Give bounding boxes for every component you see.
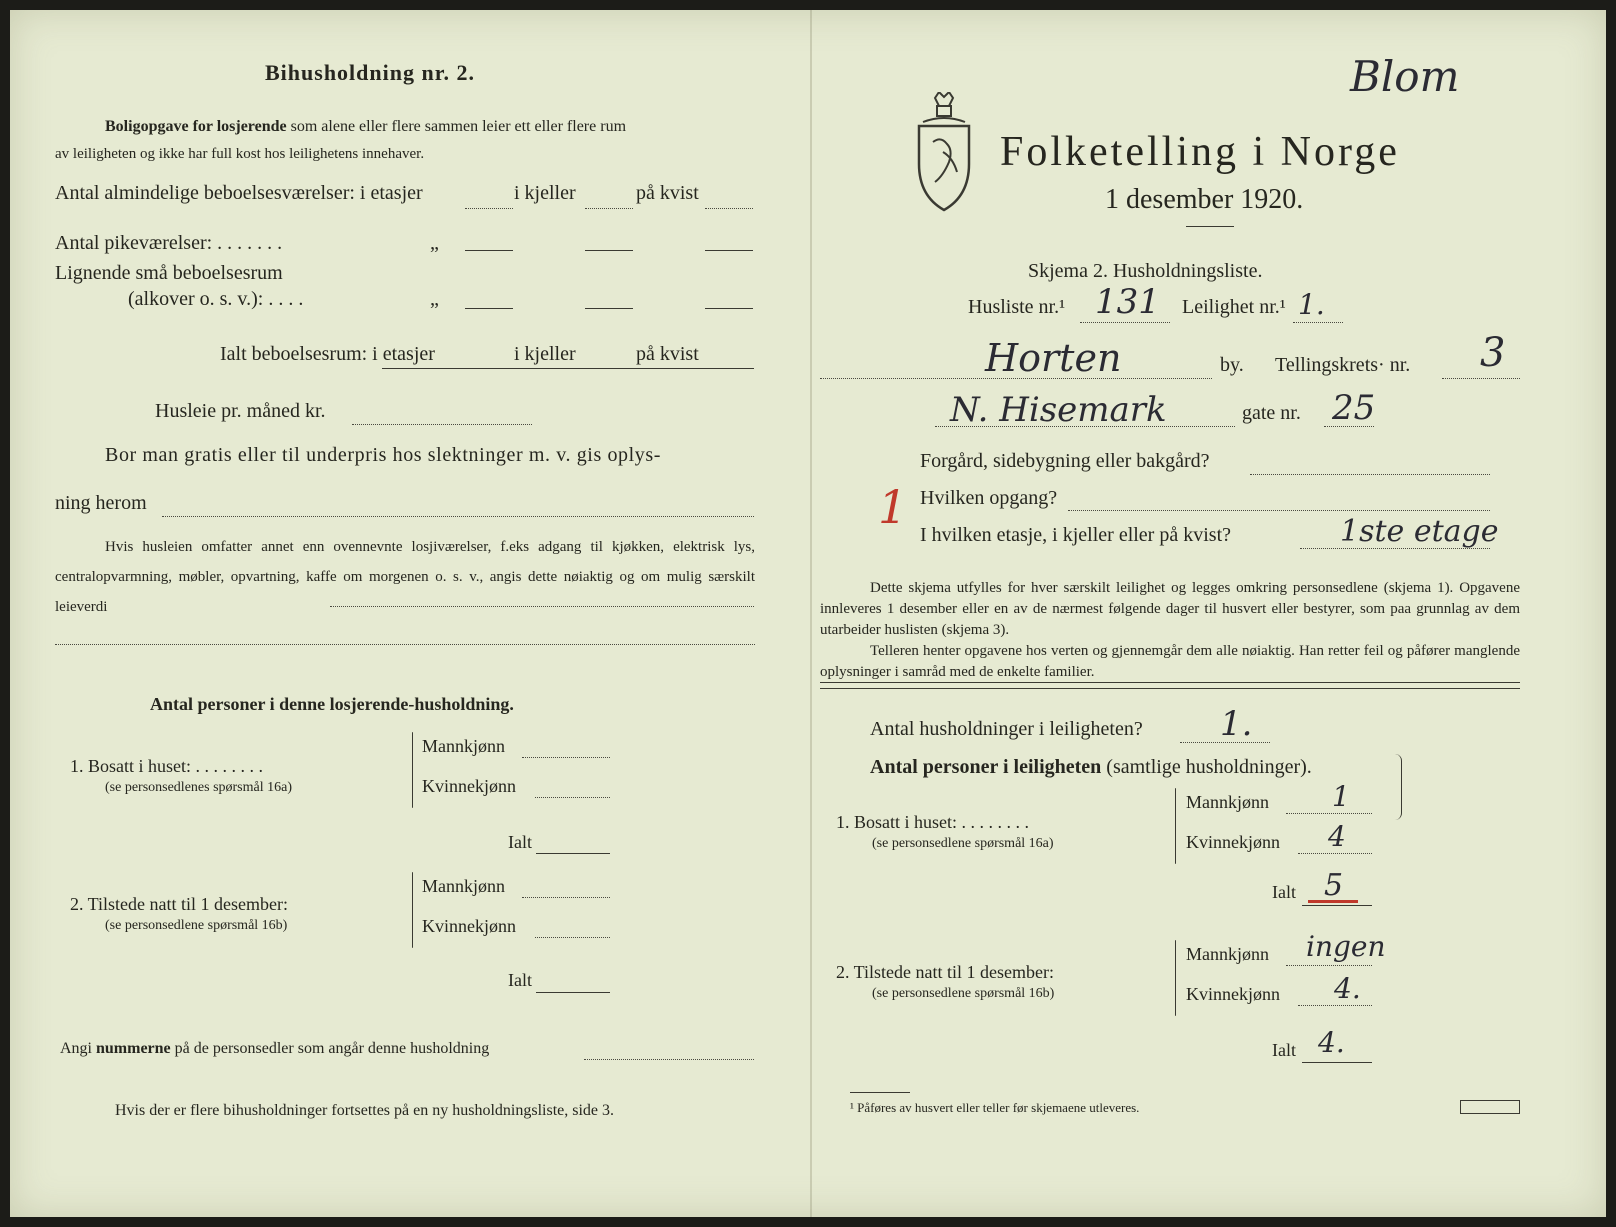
alkover-kjeller-field — [585, 308, 633, 309]
pike-etasjer-field — [465, 250, 513, 251]
left-q2-mann-field — [522, 897, 610, 898]
etasje-field — [1300, 548, 1490, 549]
right-q1-brace — [1175, 788, 1176, 864]
left-intro-line2: av leiligheten og ikke har full kost hos leilighetens innehaver. — [55, 146, 425, 162]
rooms-etasjer-field — [465, 208, 513, 209]
right-q2-ialt-value: 4. — [1318, 1026, 1345, 1059]
persons-heading-bold: Antal personer i leiligheten — [870, 756, 1102, 778]
etasje-label: I hvilken etasje, i kjeller eller på kvist? — [920, 524, 1231, 546]
husleie-label: Husleie pr. måned kr. — [155, 400, 326, 422]
lignende-label: Lignende små beboelsesrum — [55, 262, 283, 284]
left-q2-ialt-field — [536, 992, 610, 993]
opgang-label: Hvilken opgang? — [920, 487, 1058, 509]
left-q1-brace — [412, 732, 413, 808]
hvis-text: Hvis husleien omfatter annet enn ovennevnte losjiværelser, f.eks adgang til kjøkken, elektrisk lys, centralopvarmning, møbler, opvartning, kaffe om morgenen o. s. v., angis dette nøiaktig og om mulig særskilt leieverdi — [55, 539, 755, 615]
left-intro-line1 — [105, 118, 626, 136]
left-q1-mann-field — [522, 757, 610, 758]
left-q2-kvinne-field — [535, 937, 610, 938]
right-q2-brace — [1175, 940, 1176, 1016]
left-q2-label: 2. Tilstede natt til 1 desember: — [70, 894, 288, 914]
right-q1-sub: (se personsedlene spørsmål 16a) — [872, 836, 1054, 851]
rooms-kjeller-field — [585, 208, 633, 209]
antal-hush-field — [1180, 742, 1270, 743]
left-q1-mann-label: Mannkjønn — [422, 736, 505, 756]
gate-label: gate nr. — [1242, 402, 1301, 424]
krets-field — [1442, 378, 1520, 379]
skjema-line: Skjema 2. Husholdningsliste. — [1028, 260, 1263, 282]
instructions-1: Dette skjema utfylles for hver særskilt leilighet og legges omkring personsedlene (skjema 1). Opgavene innleveres 1 desember eller en av de nærmest følgende dager til husvert eller bestyrer, som paa grunnlag av dem utarbeider huslisten (skjema 3). — [820, 580, 1520, 638]
right-q2-ialt-field — [1302, 1062, 1372, 1063]
right-date: 1 desember 1920. — [1105, 184, 1304, 215]
husliste-field — [1080, 322, 1170, 323]
left-persons-heading: Antal personer i denne losjerende-husholdning. — [150, 694, 514, 714]
printer-stamp — [1460, 1100, 1520, 1114]
alkover-label: (alkover o. s. v.): . . . . — [128, 288, 304, 310]
right-q2-mann-label: Mannkjønn — [1186, 944, 1269, 964]
opgang-field — [1068, 510, 1490, 511]
leieverdi-field-2 — [55, 644, 755, 645]
footnote: ¹ Påføres av husvert eller teller før skjemaene utleveres. — [850, 1100, 1140, 1115]
instructions-rule-2 — [820, 688, 1520, 689]
forgaard-field — [1250, 474, 1490, 475]
by-value: Horten — [985, 336, 1122, 380]
alkover-etasjer-field — [465, 308, 513, 309]
ialt-kvist-label: på kvist — [636, 343, 699, 365]
left-title: Bihusholdning nr. 2. — [265, 60, 475, 85]
right-persons-heading — [870, 756, 1312, 779]
pike-kjeller-field — [585, 250, 633, 251]
red-mark: 1 — [878, 480, 908, 534]
left-q1-ialt-label: Ialt — [508, 832, 532, 852]
rooms-kjeller-label: i kjeller — [514, 182, 576, 204]
husleie-field — [352, 424, 532, 425]
census-form-sheet — [10, 10, 1606, 1217]
instructions-rule-1 — [820, 682, 1520, 683]
by-label: by. — [1220, 354, 1244, 376]
left-footer: Hvis der er flere bihusholdninger fortsettes på en ny husholdningsliste, side 3. — [115, 1102, 615, 1119]
bor-line2: ning herom — [55, 492, 147, 514]
bor-line1: Bor man gratis eller til underpris hos slektninger m. v. gis oplys- — [105, 444, 662, 466]
instructions-2: Telleren henter opgavene hos verten og gjennemgår dem alle nøiaktig. Han retter feil og påfører manglende oplysninger i samråd med de enkelte familier. — [820, 643, 1520, 680]
pike-ditto: „ — [430, 232, 439, 254]
pike-label: Antal pikeværelser: . . . . . . . — [55, 232, 283, 254]
right-q1-ialt-label: Ialt — [1272, 882, 1296, 902]
right-q2-sub: (se personsedlene spørsmål 16b) — [872, 986, 1055, 1001]
right-q2-mann-field — [1286, 965, 1372, 966]
right-q1-mann-label: Mannkjønn — [1186, 792, 1269, 812]
pencil-bracket — [1395, 754, 1402, 820]
right-q2-label: 2. Tilstede natt til 1 desember: — [836, 962, 1054, 982]
husliste-label: Husliste nr.¹ — [968, 296, 1066, 318]
left-q1-sub: (se personsedlenes spørsmål 16a) — [105, 780, 293, 795]
intro-rest: som alene eller flere sammen leier ett eller flere rum — [290, 118, 627, 135]
leilighet-label: Leilighet nr.¹ — [1182, 296, 1286, 318]
left-q2-mann-label: Mannkjønn — [422, 876, 505, 896]
angi-pre: Angi — [60, 1040, 92, 1057]
etasje-value: 1ste etage — [1340, 514, 1499, 549]
left-q2-kvinne-label: Kvinnekjønn — [422, 916, 516, 936]
husliste-value: 131 — [1095, 282, 1160, 322]
corner-note: Blom — [1350, 52, 1460, 101]
right-q2-ialt-label: Ialt — [1272, 1040, 1296, 1060]
alkover-kvist-field — [705, 308, 753, 309]
right-q1-mann-field — [1286, 813, 1372, 814]
right-q2-kvinne-field — [1298, 1005, 1372, 1006]
antal-hush-label: Antal husholdninger i leiligheten? — [870, 718, 1143, 740]
page-fold — [810, 10, 812, 1217]
right-q1-kvinne-field — [1298, 853, 1372, 854]
by-field — [820, 378, 1212, 379]
angi-post: på de personsedler som angår denne husholdning — [174, 1040, 490, 1057]
intro-bold: Boligopgave for losjerende — [105, 118, 287, 135]
angi-field — [584, 1059, 754, 1060]
angi-line — [60, 1040, 489, 1058]
title-divider — [1186, 226, 1234, 227]
left-q1-kvinne-field — [535, 797, 610, 798]
bor-field — [162, 516, 754, 517]
leilighet-field — [1293, 322, 1343, 323]
right-q1-kvinne-label: Kvinnekjønn — [1186, 832, 1280, 852]
alkover-ditto: „ — [430, 288, 439, 310]
left-q1-ialt-field — [536, 853, 610, 854]
ialt-kjeller-label: i kjeller — [514, 343, 576, 365]
right-q1-label: 1. Bosatt i huset: . . . . . . . . — [836, 812, 1029, 832]
left-q2-ialt-label: Ialt — [508, 970, 532, 990]
angi-bold: nummerne — [96, 1040, 171, 1057]
forgaard-label: Forgård, sidebygning eller bakgård? — [920, 450, 1210, 472]
gate-field — [935, 426, 1235, 427]
left-q2-brace — [412, 872, 413, 948]
right-q1-ialt-value: 5 — [1324, 868, 1344, 903]
leieverdi-field — [330, 606, 754, 607]
ialt-rule — [382, 368, 754, 369]
pike-kvist-field — [705, 250, 753, 251]
right-q1-mann-value: 1 — [1332, 780, 1350, 813]
gate-value: N. Hisemark — [950, 390, 1167, 430]
gate-nr-value: 25 — [1332, 388, 1376, 428]
krets-value: 3 — [1480, 330, 1506, 376]
red-underline — [1308, 900, 1358, 903]
left-q1-kvinne-label: Kvinnekjønn — [422, 776, 516, 796]
right-q1-kvinne-value: 4 — [1328, 820, 1346, 853]
footnote-rule — [850, 1092, 910, 1093]
krets-label: Tellingskrets· nr. — [1275, 354, 1411, 376]
left-q2-sub: (se personsedlene spørsmål 16b) — [105, 918, 288, 933]
leilighet-value: 1. — [1298, 288, 1325, 321]
right-q2-kvinne-label: Kvinnekjønn — [1186, 984, 1280, 1004]
coat-of-arms-icon — [913, 92, 975, 214]
right-q2-mann-value: ingen — [1306, 930, 1386, 963]
ialt-rooms-label: Ialt beboelsesrum: i etasjer — [220, 343, 435, 365]
rooms-kvist-field — [705, 208, 753, 209]
left-q1-label: 1. Bosatt i huset: . . . . . . . . — [70, 756, 263, 776]
right-q1-ialt-field — [1302, 905, 1372, 906]
rooms-kvist-label: på kvist — [636, 182, 699, 204]
gate-nr-field — [1324, 426, 1374, 427]
persons-heading-rest: (samtlige husholdninger). — [1106, 756, 1312, 778]
rooms-label: Antal almindelige beboelsesværelser: i etasjer — [55, 182, 423, 204]
right-q2-kvinne-value: 4. — [1334, 972, 1361, 1005]
antal-hush-value: 1. — [1220, 704, 1253, 744]
right-title: Folketelling i Norge — [1000, 129, 1400, 175]
